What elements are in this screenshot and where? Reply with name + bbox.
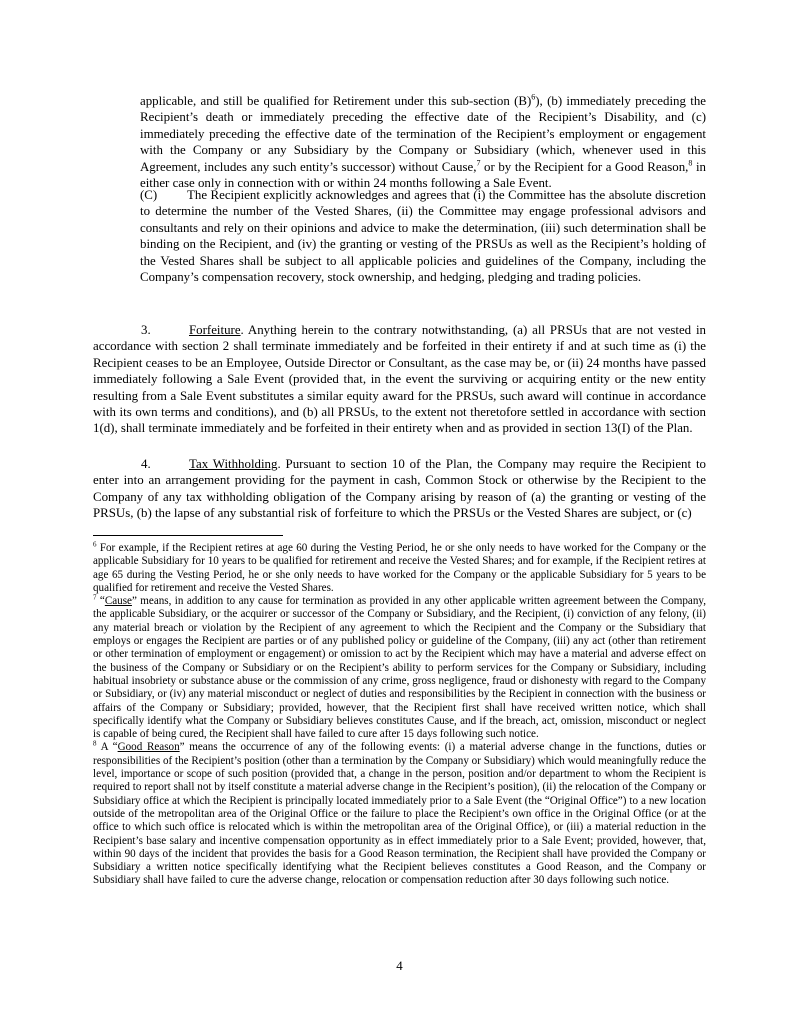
footnote-text: “ (96, 595, 105, 608)
footnote-text: ” means, in addition to any cause for termination as provided in any other applicable written agreement between the Company, the applicable Subsidiary, or the acquirer or successor of the Company or Subsidiary, and the Recipient, (i) conviction of any felony, (ii) any material breach or violation by the Recipient of any agreement to which the Recipient and the Company or the Subsidiary that employs or engages the Recipient are parties or of any published policy or guideline of the Company, (iii) any act (other than retirement or other termination of employment or engagement) or omission to act by the Recipient which may have a material and adverse effect on the business of the Company or Subsidiary or on the Recipient’s ability to perform services for the Company or Subsidiary, including habitual insobriety or substance abuse or the commission of any crime, gross negligence, fraud or dishonesty with regard to the Company or Subsidiary, or (iv) any material misconduct or neglect of duties and responsibilities by the Recipient in connection with the business or affairs of the Company or Subsidiary; provided, however, that the Recipient first shall have received written notice, which shall specifically identify what the Company or Subsidiary believes constitutes Cause, and if the breach, act, omission, misconduct or neglect is capable of being cured, the Recipient shall have failed to cure after 15 days following such notice. (93, 595, 706, 741)
paragraph-text: ), (b) immediately preceding the Recipient’s death or immediately preceding the effective date of the Recipient’s Disability, and (c) immediately preceding the effective date of the termination of the Recipient’s employment or engagement with the Company or any Subsidiary by the Company or Subsidiary (which, whenever used in this Agreement, includes any such entity’s successor) without Cause, (140, 94, 706, 174)
section-text: . Pursuant to section 10 of the Plan, the Company may require the Recipient to enter into an arrangement providing for the payment in cash, Common Stock or otherwise by the Recipient to the Company of any tax withholding obligation of the Company arising by reason of (a) the granting or vesting of the PRSUs, (b) the lapse of any substantial risk of forfeiture to which the PRSUs or the Vested Shares are subject, or (c) (93, 457, 706, 521)
section-3-forfeiture (93, 322, 706, 437)
footnote-separator (93, 535, 283, 536)
footnotes (93, 542, 706, 888)
footnote-ref-7[interactable]: 7 (476, 158, 481, 168)
footnote-ref-6[interactable]: 6 (531, 92, 536, 102)
footnote-mark: 6 (93, 540, 97, 549)
paragraph-text: or by the Recipient for a Good Reason, (480, 159, 689, 174)
paragraph-b-continuation (140, 93, 706, 191)
section-heading: Forfeiture (189, 323, 241, 337)
paragraph-text: in either case only in connection with or within 24 months following a Sale Event. (140, 159, 707, 191)
footnote-6 (93, 542, 706, 595)
section-number: 3. (141, 323, 151, 337)
paragraph-text: applicable, and still be qualified for Retirement under this sub-section (B) (140, 94, 532, 108)
footnote-mark: 8 (93, 739, 97, 748)
footnote-ref-8[interactable]: 8 (688, 158, 693, 168)
section-number: 4. (141, 457, 151, 471)
footnote-7 (93, 595, 706, 741)
footnote-text: ” means the occurrence of any of the following events: (i) a material adverse change in the functions, duties or responsibilities of the Recipient’s position (other than a termination by the Company or Subsidiary) which would meaningfully reduce the level, importance or scope of such position (provided that, a change in the person, position and/or department to whom the Recipient is required to report shall not by itself constitute a material adverse change in the Recipient’s position), (ii) the relocation of the Company or Subsidiary office at which the Recipient is principally located immediately prior to a Sale Event (the “Original Office”) to a new location outside of the metropolitan area of the Original Office or the failure to place the Recipient’s own office in the Original Office (or at the office to which such office is relocated which is within the metropolitan area of the Original Office), or (iii) a material reduction in the Recipient’s base salary and incentive compensation opportunity as in effect immediately prior to a Sale Event; provided, however, that, within 90 days of the incident that provides the basis for a Good Reason termination, the Recipient shall have provided the Company or Subsidiary a written notice specifically identifying what the Recipient believes constitutes a Good Reason, and the Company or Subsidiary shall have failed to cure the adverse change, relocation or compensation reduction after 30 days following such notice. (93, 741, 706, 887)
defined-term: Good Reason (117, 741, 180, 754)
paragraph-label: (C) (140, 188, 158, 202)
section-text: . Anything herein to the contrary notwithstanding, (a) all PRSUs that are not vested in accordance with section 2 shall terminate immediately and be forfeited in their entirety if and at such time as (i) the Recipient ceases to be an Employee, Outside Director or Consultant, as the case may be, or (ii) 24 months have passed immediately following a Sale Event (provided that, in the event the surviving or acquiring entity or the new entity resulting from a Sale Event substitutes a similar equity award for the PRSUs, such award will continue in accordance with its own terms and conditions), and (b) all PRSUs, to the extent not theretofore settled in accordance with section 1(d), shall terminate immediately and be forfeited in their entirety when and as provided in section 13(I) of the Plan. (93, 323, 706, 436)
page-number: 4 (396, 959, 403, 973)
footnote-text: A “ (96, 741, 118, 754)
section-heading: Tax Withholding (189, 457, 278, 471)
footnote-text: For example, if the Recipient retires at age 60 during the Vesting Period, he or she only needs to have worked for the Company or the applicable Subsidiary for 10 years to be qualified for retirement and receive the Vested Shares; and for example, if the Recipient retires at age 65 during the Vesting Period, he or she only needs to have worked for the Company or the applicable Subsidiary for 5 years to be qualified for retirement and receive the Vested Shares. (93, 542, 706, 594)
footnote-8 (93, 741, 706, 887)
paragraph-c (140, 187, 706, 285)
section-4-tax-withholding (93, 456, 706, 522)
paragraph-text: The Recipient explicitly acknowledges and agrees that (i) the Committee has the absolute discretion to determine the number of the Vested Shares, (ii) the Committee may engage professional advisors and consultants and rely on their opinions and advice to make the determination, (iii) such determination shall be binding on the Recipient, and (iv) the granting or vesting of the PRSUs as well as the Recipient’s holding of the Vested Shares shall be subject to all applicable policies and guidelines of the Company, including the Company’s compensation recovery, stock ownership, and hedging, pledging and trading policies. (140, 188, 706, 285)
footnote-mark: 7 (93, 593, 97, 602)
defined-term: Cause (104, 595, 132, 608)
